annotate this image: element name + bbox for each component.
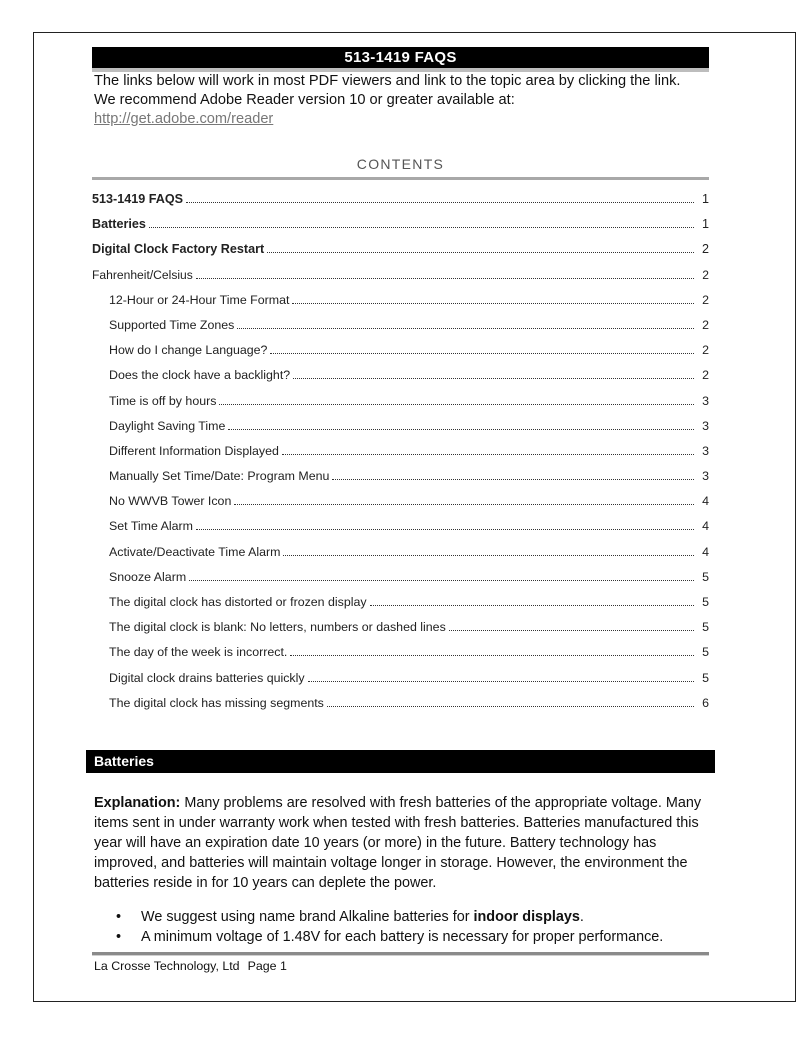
toc-entry-title: Time is off by hours: [109, 393, 217, 408]
toc-entry-page: 3: [702, 469, 709, 484]
list-item: [116, 927, 706, 947]
toc-entry[interactable]: [92, 595, 709, 620]
toc-entry-page: 3: [702, 393, 709, 408]
bullet-text: A minimum voltage of 1.48V for each battery is necessary for proper performance.: [141, 929, 664, 945]
toc-entry-title: Fahrenheit/Celsius: [92, 267, 193, 282]
toc-leader-dots: [189, 579, 694, 581]
toc-entry[interactable]: [92, 368, 709, 393]
page-footer: [94, 959, 295, 973]
list-item: [116, 907, 706, 927]
toc-entry-title: Activate/Deactivate Time Alarm: [109, 544, 281, 559]
toc-entry-title: Snooze Alarm: [109, 569, 187, 584]
toc-leader-dots: [237, 327, 694, 329]
toc-entry-page: 5: [702, 645, 709, 660]
toc-entry-page: 3: [702, 443, 709, 458]
explanation-text: Many problems are resolved with fresh batteries of the appropriate voltage. Many items sent in under warranty work when tested with fresh batteries. Batteries manufactured this year will have an expiration date 10 years (or more) in the future. Battery technology has improved, and batteries will maintain voltage longer in storage. However, the environment the batteries reside in for 10 years can deplete the power.: [94, 795, 702, 891]
toc-entry[interactable]: [92, 293, 709, 318]
toc-leader-dots: [332, 478, 694, 480]
document-title: 513-1419 FAQS: [92, 47, 709, 72]
bullet-icon: •: [116, 929, 122, 945]
toc-entry-page: 1: [701, 192, 709, 206]
toc-entry-page: 4: [702, 519, 709, 534]
toc-entry-page: 5: [702, 569, 709, 584]
batteries-explanation: [94, 793, 706, 893]
toc-entry[interactable]: [92, 318, 709, 343]
toc-entry[interactable]: [92, 570, 709, 595]
contents-divider: [92, 177, 709, 180]
toc-entry[interactable]: [92, 268, 709, 293]
footer-page-number: Page 1: [247, 959, 287, 973]
toc-leader-dots: [292, 302, 694, 304]
bullet-icon: •: [116, 909, 122, 925]
toc-entry-page: 2: [702, 267, 709, 282]
toc-entry[interactable]: [92, 444, 709, 469]
toc-leader-dots: [370, 604, 694, 606]
intro-paragraph: [94, 72, 704, 129]
toc-entry-page: 2: [702, 368, 709, 383]
toc-entry-page: 2: [701, 242, 709, 257]
toc-entry-title: Supported Time Zones: [109, 317, 235, 332]
toc-entry-page: 3: [702, 418, 709, 433]
toc-leader-dots: [308, 680, 694, 682]
toc-leader-dots: [196, 528, 694, 530]
toc-entry-title: Batteries: [92, 217, 146, 232]
toc-entry-title: How do I change Language?: [109, 343, 268, 358]
toc-entry-page: 5: [702, 620, 709, 635]
footer-company: La Crosse Technology, Ltd: [94, 959, 240, 973]
toc-entry-title: The digital clock is blank: No letters, numbers or dashed lines: [109, 620, 446, 635]
toc-entry-title: The digital clock has distorted or frozen display: [109, 595, 367, 609]
toc-leader-dots: [290, 654, 694, 656]
toc-entry-page: 2: [702, 343, 709, 358]
table-of-contents: [92, 192, 709, 721]
explanation-label: Explanation:: [94, 795, 181, 811]
toc-entry[interactable]: [92, 671, 709, 696]
toc-entry-page: 5: [702, 670, 709, 685]
toc-leader-dots: [283, 554, 694, 556]
toc-entry-title: 12-Hour or 24-Hour Time Format: [109, 292, 290, 307]
toc-leader-dots: [228, 428, 694, 430]
toc-entry-title: Digital Clock Factory Restart: [92, 242, 265, 257]
toc-entry-title: Set Time Alarm: [109, 519, 194, 534]
toc-entry[interactable]: [92, 519, 709, 544]
toc-entry-page: 2: [702, 317, 709, 332]
toc-entry-title: Manually Set Time/Date: Program Menu: [109, 469, 330, 484]
toc-entry[interactable]: [92, 545, 709, 570]
intro-text: The links below will work in most PDF viewers and link to the topic area by clicking the link. We recommend Adobe Reader version 10 or greater available at:: [94, 73, 681, 108]
toc-entry[interactable]: [92, 394, 709, 419]
toc-entry-title: No WWVB Tower Icon: [109, 494, 232, 509]
bullet-text-end: .: [579, 909, 584, 925]
toc-leader-dots: [449, 629, 694, 631]
toc-entry[interactable]: [92, 192, 709, 217]
toc-leader-dots: [219, 403, 694, 405]
toc-entry-page: 4: [702, 544, 709, 559]
toc-entry-page: 4: [702, 494, 709, 509]
battery-tips-list: [116, 907, 706, 947]
toc-entry-title: Does the clock have a backlight?: [109, 368, 291, 383]
bullet-emphasis: indoor displays: [473, 909, 580, 925]
toc-entry[interactable]: [92, 217, 709, 242]
toc-entry-title: The day of the week is incorrect.: [109, 645, 288, 660]
toc-entry[interactable]: [92, 494, 709, 519]
toc-leader-dots: [186, 201, 694, 203]
toc-entry-page: 5: [702, 595, 709, 609]
toc-leader-dots: [149, 226, 694, 228]
toc-leader-dots: [270, 352, 694, 354]
adobe-reader-link[interactable]: http://get.adobe.com/reader: [94, 111, 274, 127]
contents-heading: CONTENTS: [356, 156, 445, 172]
toc-entry-page: 1: [701, 217, 709, 232]
toc-leader-dots: [327, 705, 694, 707]
toc-entry[interactable]: [92, 419, 709, 444]
toc-leader-dots: [196, 277, 694, 279]
toc-entry[interactable]: [92, 242, 709, 267]
toc-entry-title: Different Information Displayed: [109, 443, 279, 458]
toc-entry[interactable]: [92, 645, 709, 670]
bullet-text: We suggest using name brand Alkaline batteries for: [141, 909, 474, 925]
footer-divider: [92, 952, 709, 956]
toc-entry[interactable]: [92, 343, 709, 368]
batteries-section-heading: Batteries: [86, 750, 715, 773]
toc-entry-title: Daylight Saving Time: [109, 418, 226, 433]
toc-entry[interactable]: [92, 469, 709, 494]
toc-entry-page: 6: [702, 695, 709, 710]
toc-leader-dots: [282, 453, 694, 455]
toc-entry-title: Digital clock drains batteries quickly: [109, 670, 305, 685]
toc-entry-title: 513-1419 FAQS: [92, 192, 184, 206]
toc-leader-dots: [267, 251, 694, 253]
toc-entry-title: The digital clock has missing segments: [109, 695, 324, 710]
toc-leader-dots: [293, 377, 694, 379]
toc-entry[interactable]: [92, 620, 709, 645]
toc-leader-dots: [234, 503, 694, 505]
toc-entry[interactable]: [92, 696, 709, 721]
toc-entry-page: 2: [702, 292, 709, 307]
